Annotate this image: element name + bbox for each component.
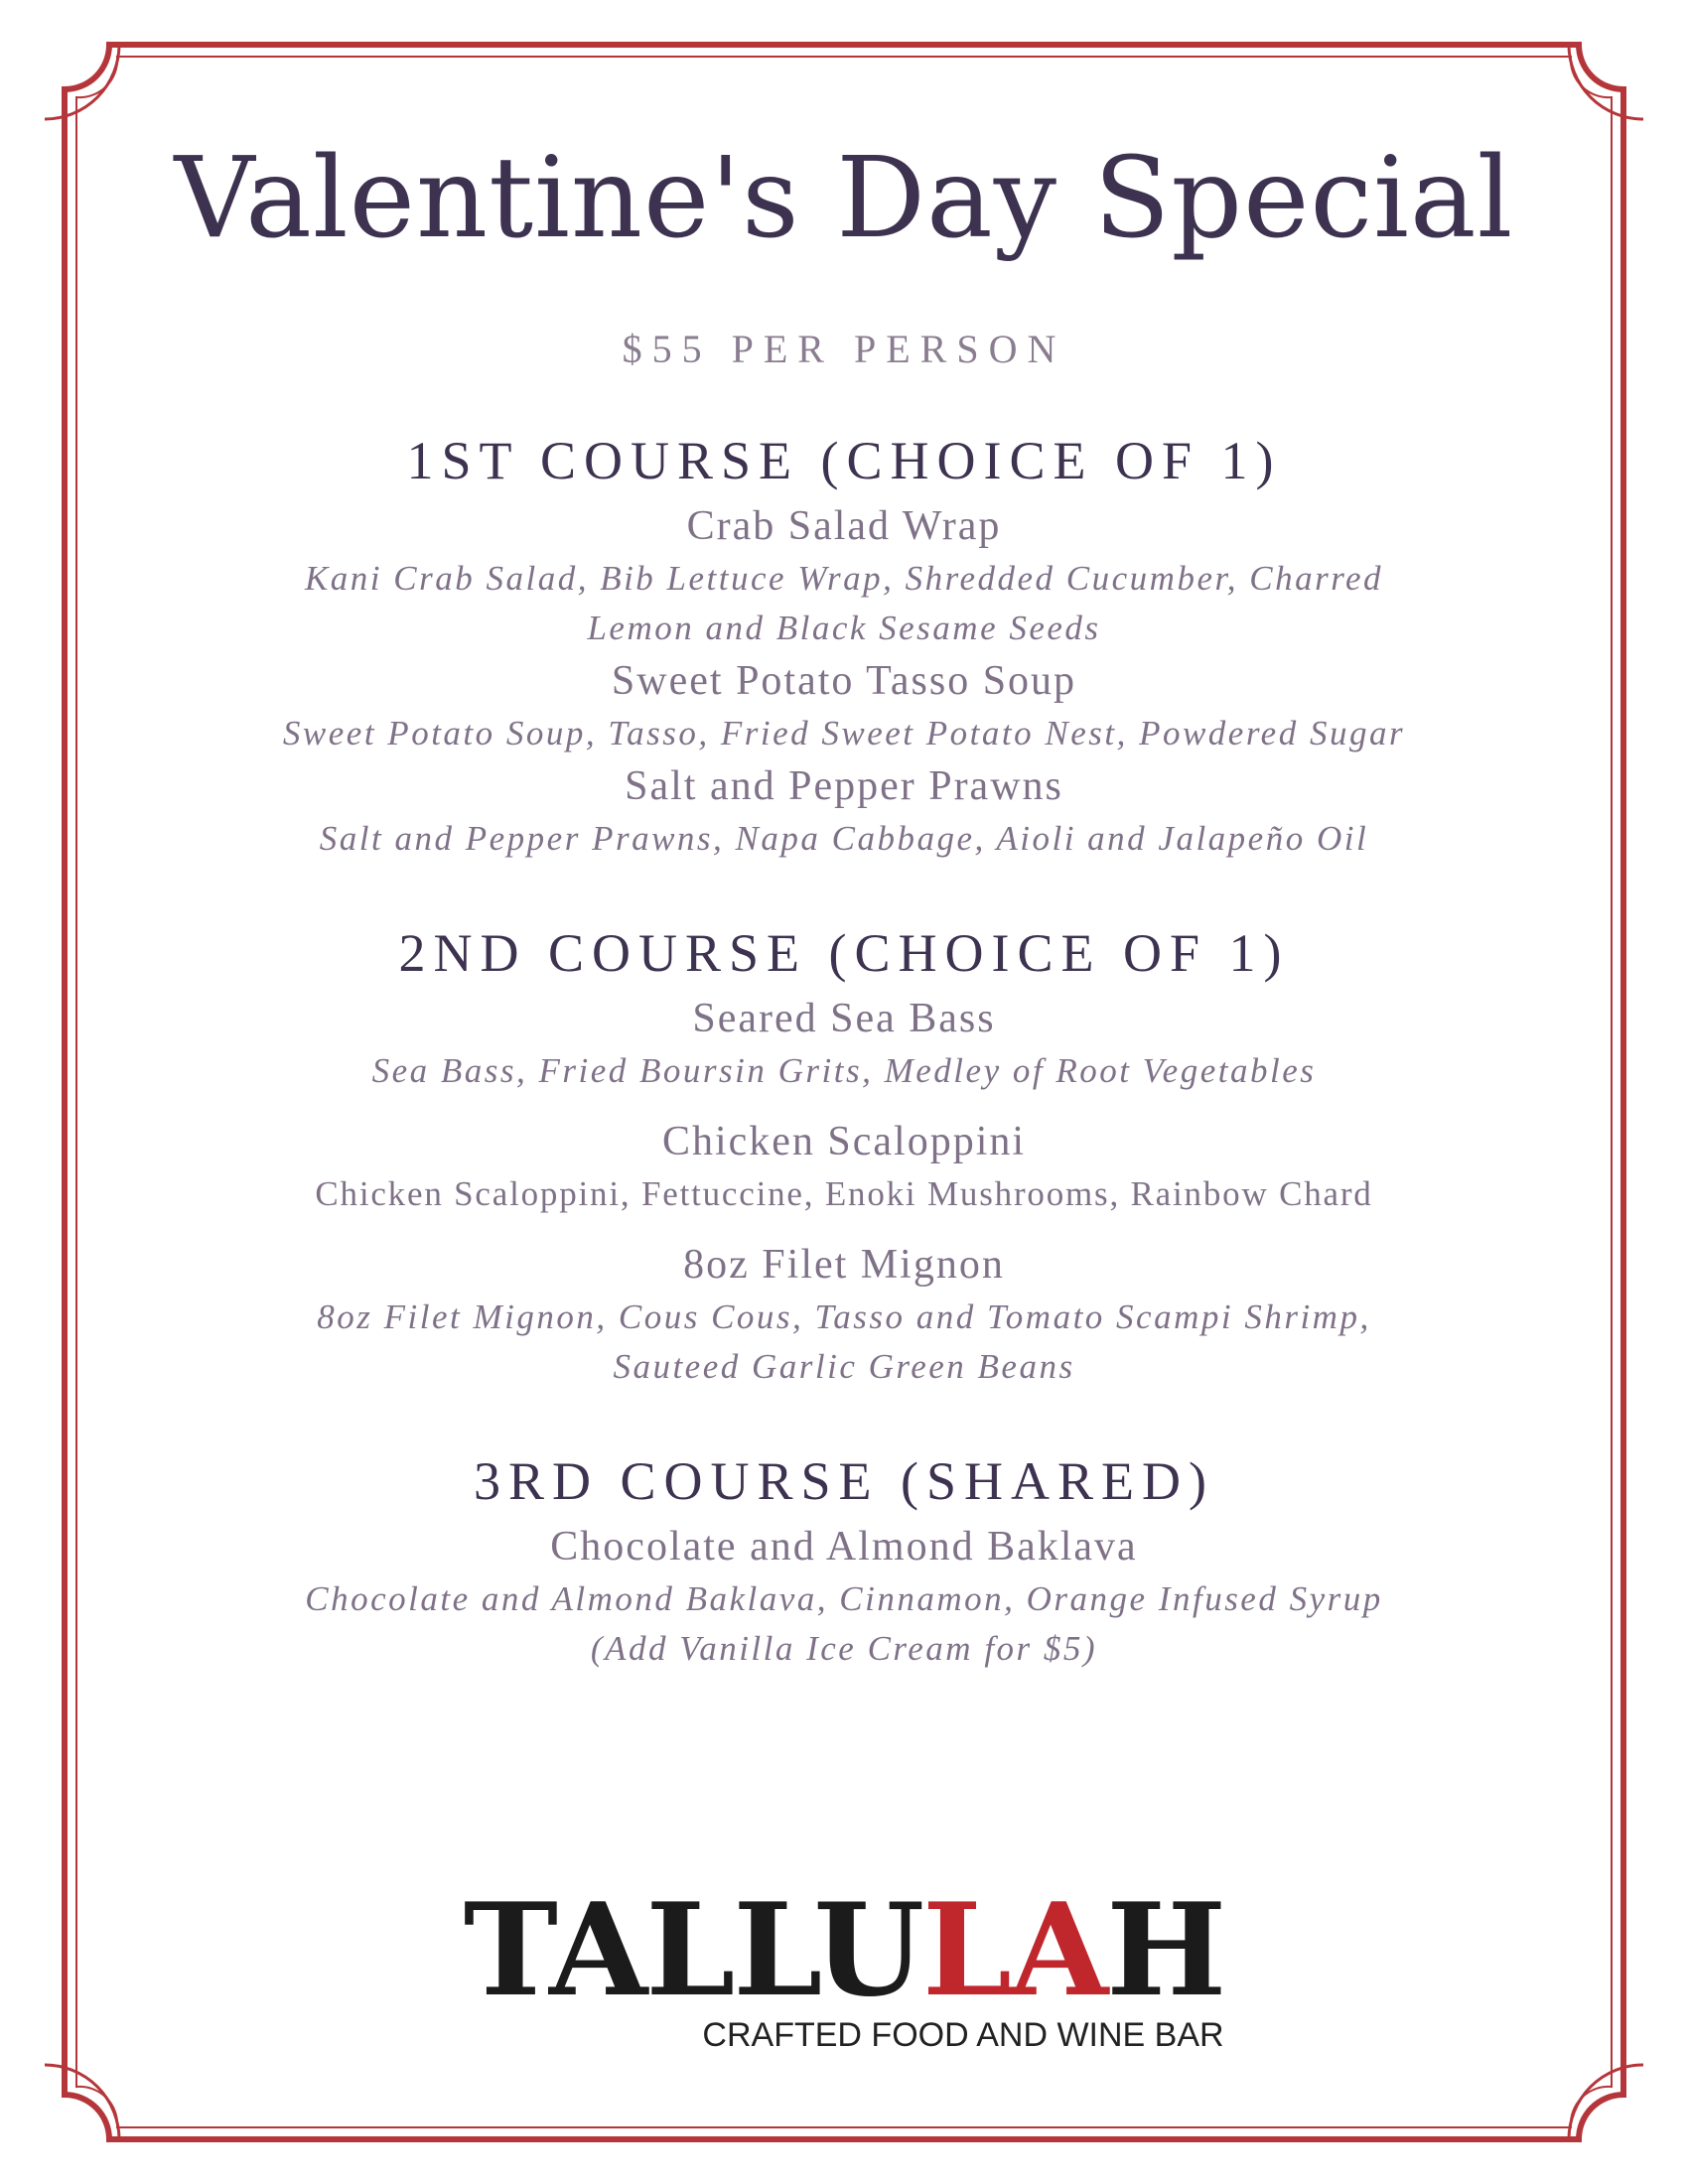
item-name: Salt and Pepper Prawns	[625, 763, 1063, 809]
menu-content	[149, 119, 1539, 1674]
item-name: Sweet Potato Tasso Soup	[611, 658, 1077, 704]
course-3	[149, 1443, 1539, 1674]
menu-item	[149, 758, 1539, 864]
item-name: Chicken Scaloppini	[661, 1119, 1027, 1164]
item-description: 8oz Filet Mignon, Cous Cous, Tasso and Tomato Scampi Shrimp,	[317, 1297, 1371, 1336]
course-2	[149, 915, 1539, 1392]
logo-accent-part: LA	[921, 1876, 1107, 2025]
item-name: Seared Sea Bass	[692, 996, 996, 1041]
item-description: Chocolate and Almond Baklava, Cinnamon, Orange Infused Syrup	[305, 1579, 1383, 1618]
item-description: Chicken Scaloppini, Fettuccine, Enoki Mushrooms, Rainbow Chard	[315, 1174, 1373, 1213]
menu-item	[149, 991, 1539, 1096]
item-description: Sauteed Garlic Green Beans	[613, 1347, 1075, 1386]
item-description: (Add Vanilla Ice Cream for $5)	[590, 1629, 1098, 1668]
logo-wordmark	[0, 1876, 1688, 2025]
restaurant-logo	[0, 1876, 1688, 2055]
menu-item	[149, 1237, 1539, 1392]
logo-part: TALLU	[463, 1876, 922, 2025]
logo-part: H	[1106, 1876, 1225, 2025]
item-description: Salt and Pepper Prawns, Napa Cabbage, Aioli and Jalapeño Oil	[319, 819, 1369, 858]
price-per-person: $55 PER PERSON	[622, 327, 1066, 371]
item-description: Lemon and Black Sesame Seeds	[587, 609, 1101, 647]
item-description: Sea Bass, Fried Boursin Grits, Medley of Root Vegetables	[371, 1051, 1317, 1090]
course-title: 1ST COURSE (CHOICE OF 1)	[406, 431, 1282, 490]
menu-item	[149, 498, 1539, 653]
item-name: 8oz Filet Mignon	[683, 1242, 1005, 1288]
item-name: Chocolate and Almond Baklava	[550, 1524, 1138, 1570]
item-description: Sweet Potato Soup, Tasso, Fried Sweet Potato Nest, Powdered Sugar	[282, 714, 1406, 752]
page-title: Valentine's Day Special	[174, 134, 1514, 263]
logo-tagline: CRAFTED FOOD AND WINE BAR	[702, 2016, 1224, 2054]
course-1	[149, 423, 1539, 864]
item-description: Kani Crab Salad, Bib Lettuce Wrap, Shredded Cucumber, Charred	[304, 559, 1384, 598]
course-title: 3RD COURSE (SHARED)	[473, 1451, 1215, 1511]
menu-item	[149, 1519, 1539, 1674]
menu-item	[149, 653, 1539, 758]
item-name: Crab Salad Wrap	[686, 503, 1002, 549]
menu-item	[149, 1114, 1539, 1219]
course-title: 2ND COURSE (CHOICE OF 1)	[398, 923, 1290, 983]
